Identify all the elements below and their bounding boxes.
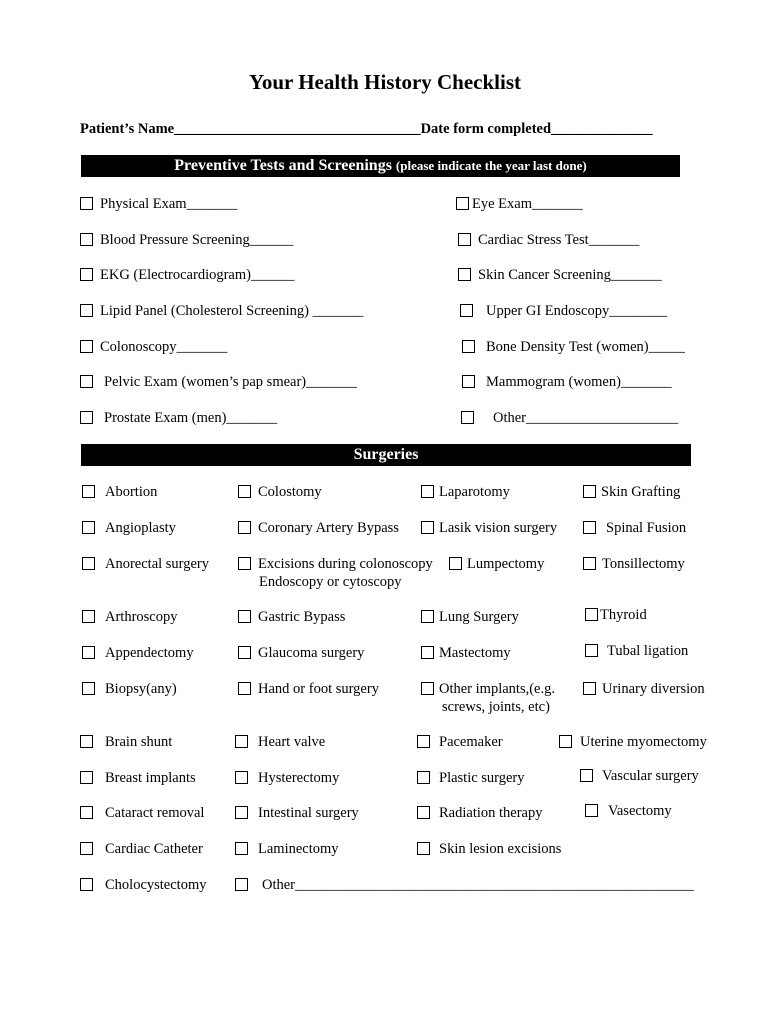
checkbox-icon[interactable] [235,735,248,748]
item-label: Prostate Exam (men)_______ [104,410,278,426]
item-label-line2: Endoscopy or cytoscopy [259,574,402,590]
checkbox-item[interactable] [456,195,583,213]
checkbox-item[interactable] [80,338,227,356]
checkbox-icon[interactable] [461,411,474,424]
checkbox-icon[interactable] [583,485,596,498]
item-label: Appendectomy [105,645,194,661]
item-label-line2: screws, joints, etc) [442,699,550,715]
checkbox-item[interactable] [82,644,194,662]
checkbox-icon[interactable] [82,646,95,659]
checkbox-item[interactable] [80,195,237,213]
checkbox-item[interactable] [80,266,294,284]
item-label: Eye Exam_______ [472,196,583,212]
item-label: Uterine myomectomy [580,734,707,750]
item-label: Colostomy [258,484,322,500]
checkbox-item[interactable] [583,555,685,573]
item-label: Biopsy(any) [105,681,177,697]
item-label: EKG (Electrocardiogram)______ [100,267,295,283]
checkbox-item[interactable] [580,767,699,785]
checkbox-item[interactable] [417,733,503,751]
checkbox-icon[interactable] [585,608,598,621]
checkbox-icon[interactable] [238,610,251,623]
preventive-header-main: Preventive Tests and Screenings [174,157,392,174]
checkbox-item[interactable] [80,733,172,751]
checkbox-item[interactable] [80,804,204,822]
checkbox-icon[interactable] [82,682,95,695]
checkbox-icon[interactable] [238,682,251,695]
checkbox-icon[interactable] [238,557,251,570]
checkbox-item[interactable] [421,680,555,716]
checkbox-icon[interactable] [421,485,434,498]
checkbox-icon[interactable] [80,411,93,424]
checkbox-icon[interactable] [80,842,93,855]
checkbox-item[interactable] [80,302,363,320]
checkbox-icon[interactable] [235,842,248,855]
checkbox-item[interactable] [235,769,339,787]
checkbox-icon[interactable] [456,197,469,210]
checkbox-item[interactable] [421,644,511,662]
item-label: Cardiac Stress Test_______ [478,232,640,248]
checkbox-icon[interactable] [80,197,93,210]
checkbox-icon[interactable] [583,521,596,534]
checkbox-item[interactable] [417,769,525,787]
checkbox-icon[interactable] [80,806,93,819]
checkbox-icon[interactable] [80,268,93,281]
item-label: Physical Exam_______ [100,196,238,212]
item-label: Laminectomy [258,841,339,857]
checkbox-item[interactable] [80,409,277,427]
checkbox-icon[interactable] [80,340,93,353]
checkbox-icon[interactable] [80,375,93,388]
item-label: Tubal ligation [607,643,689,659]
checkbox-icon[interactable] [82,557,95,570]
checkbox-item[interactable] [458,231,639,249]
item-label: Laparotomy [439,484,510,500]
checkbox-item[interactable] [238,608,345,626]
item-label: Skin Grafting [601,484,681,500]
item-label: Cholocystectomy [105,877,207,893]
item-label: Intestinal surgery [258,805,359,821]
checkbox-icon[interactable] [238,521,251,534]
checkbox-item[interactable] [82,680,177,698]
item-label: Coronary Artery Bypass [258,520,399,536]
item-label: Glaucoma surgery [258,645,365,661]
checkbox-item[interactable] [238,555,433,591]
checkbox-icon[interactable] [583,557,596,570]
checkbox-icon[interactable] [80,735,93,748]
patient-name-date-line[interactable]: Patient’s Name__________________________________Date form completed______________ [80,121,653,137]
item-label: Vascular surgery [602,768,699,784]
item-label: Angioplasty [105,520,176,536]
checkbox-icon[interactable] [80,233,93,246]
item-label: Arthroscopy [105,609,178,625]
page-title: Your Health History Checklist [248,70,522,94]
item-label: Other implants,(e.g. [439,681,555,697]
checkbox-item[interactable] [80,876,207,894]
item-label: Heart valve [258,734,326,750]
checkbox-item[interactable] [235,876,694,894]
item-label: Tonsillectomy [602,556,685,572]
item-label: Gastric Bypass [258,609,346,625]
checkbox-icon[interactable] [235,806,248,819]
checkbox-icon[interactable] [421,610,434,623]
checkbox-icon[interactable] [417,842,430,855]
checkbox-icon[interactable] [585,804,598,817]
item-label: Lasik vision surgery [439,520,558,536]
checkbox-icon[interactable] [417,771,430,784]
item-label: Thyroid [600,607,647,623]
checkbox-item[interactable] [421,608,519,626]
checkbox-icon[interactable] [417,735,430,748]
checkbox-item[interactable] [238,644,364,662]
item-label: Cataract removal [105,805,205,821]
item-label: Skin lesion excisions [439,841,562,857]
item-label: Pacemaker [439,734,503,750]
item-label: Mammogram (women)_______ [486,374,672,390]
checkbox-icon[interactable] [580,769,593,782]
item-label: Skin Cancer Screening_______ [478,267,662,283]
checkbox-item[interactable] [449,555,544,573]
checkbox-item[interactable] [421,483,510,501]
item-label: Anorectal surgery [105,556,210,572]
checkbox-item[interactable] [82,555,209,573]
checkbox-item[interactable] [82,608,178,626]
item-label: Lipid Panel (Cholesterol Screening) _______ [100,303,364,319]
checkbox-item[interactable] [585,606,647,624]
checkbox-icon[interactable] [80,304,93,317]
item-label: Bone Density Test (women)_____ [486,339,685,355]
checkbox-item[interactable] [559,733,707,751]
checkbox-item[interactable] [238,519,399,537]
checkbox-icon[interactable] [462,375,475,388]
checkbox-item[interactable] [461,409,678,427]
checkbox-item[interactable] [583,680,705,698]
item-label: Mastectomy [439,645,511,661]
checkbox-item[interactable] [462,338,685,356]
preventive-header [81,155,680,177]
checkbox-icon[interactable] [421,646,434,659]
checkbox-icon[interactable] [449,557,462,570]
checkbox-item[interactable] [80,840,203,858]
item-label: Other_______________________________________________________ [262,877,694,893]
checkbox-icon[interactable] [585,644,598,657]
checkbox-item[interactable] [421,519,557,537]
checkbox-icon[interactable] [583,682,596,695]
item-label: Colonoscopy_______ [100,339,228,355]
checkbox-icon[interactable] [235,771,248,784]
checkbox-icon[interactable] [417,806,430,819]
item-label: Radiation therapy [439,805,543,821]
checkbox-item[interactable] [82,519,176,537]
item-label: Spinal Fusion [606,520,687,536]
item-label: Hysterectomy [258,770,340,786]
checkbox-icon[interactable] [80,771,93,784]
checkbox-icon[interactable] [559,735,572,748]
item-label: Excisions during colonoscopy [258,556,433,572]
preventive-header-sub: (please indicate the year last done) [395,158,587,173]
checkbox-item[interactable] [462,373,672,391]
checkbox-icon[interactable] [235,878,248,891]
item-label: Plastic surgery [439,770,525,786]
checkbox-item[interactable] [235,733,325,751]
checkbox-icon[interactable] [238,646,251,659]
checkbox-icon[interactable] [80,878,93,891]
checkbox-item[interactable] [417,804,542,822]
item-label: Abortion [105,484,158,500]
checkbox-icon[interactable] [238,485,251,498]
item-label: Lumpectomy [467,556,545,572]
checkbox-icon[interactable] [421,682,434,695]
checkbox-item[interactable] [80,769,196,787]
item-label: Hand or foot surgery [258,681,379,697]
item-label: Pelvic Exam (women’s pap smear)_______ [104,374,357,390]
item-label: Breast implants [105,770,196,786]
checkbox-icon[interactable] [421,521,434,534]
checkbox-icon[interactable] [460,304,473,317]
checkbox-icon[interactable] [82,485,95,498]
item-label: Lung Surgery [439,609,519,625]
checkbox-icon[interactable] [462,340,475,353]
item-label: Urinary diversion [602,681,705,697]
checkbox-item[interactable] [80,231,293,249]
checkbox-item[interactable] [585,802,672,820]
checkbox-icon[interactable] [82,610,95,623]
item-label: Blood Pressure Screening______ [100,232,294,248]
checkbox-item[interactable] [585,642,688,660]
checkbox-item[interactable] [238,483,322,501]
item-label: Vasectomy [608,803,672,819]
item-label: Cardiac Catheter [105,841,203,857]
item-label: Upper GI Endoscopy________ [486,303,668,319]
checkbox-icon[interactable] [82,521,95,534]
checkbox-item[interactable] [417,840,561,858]
checkbox-item[interactable] [235,840,339,858]
checkbox-item[interactable] [80,373,357,391]
checkbox-icon[interactable] [458,268,471,281]
item-label: Brain shunt [105,734,173,750]
checkbox-icon[interactable] [458,233,471,246]
checkbox-item[interactable] [82,483,157,501]
checkbox-item[interactable] [583,519,686,537]
checkbox-item[interactable] [458,266,662,284]
checkbox-item[interactable] [460,302,667,320]
checkbox-item[interactable] [238,680,379,698]
checkbox-item[interactable] [235,804,359,822]
surgeries-header: Surgeries [81,444,691,466]
item-label: Other_____________________ [493,410,679,426]
checkbox-item[interactable] [583,483,680,501]
